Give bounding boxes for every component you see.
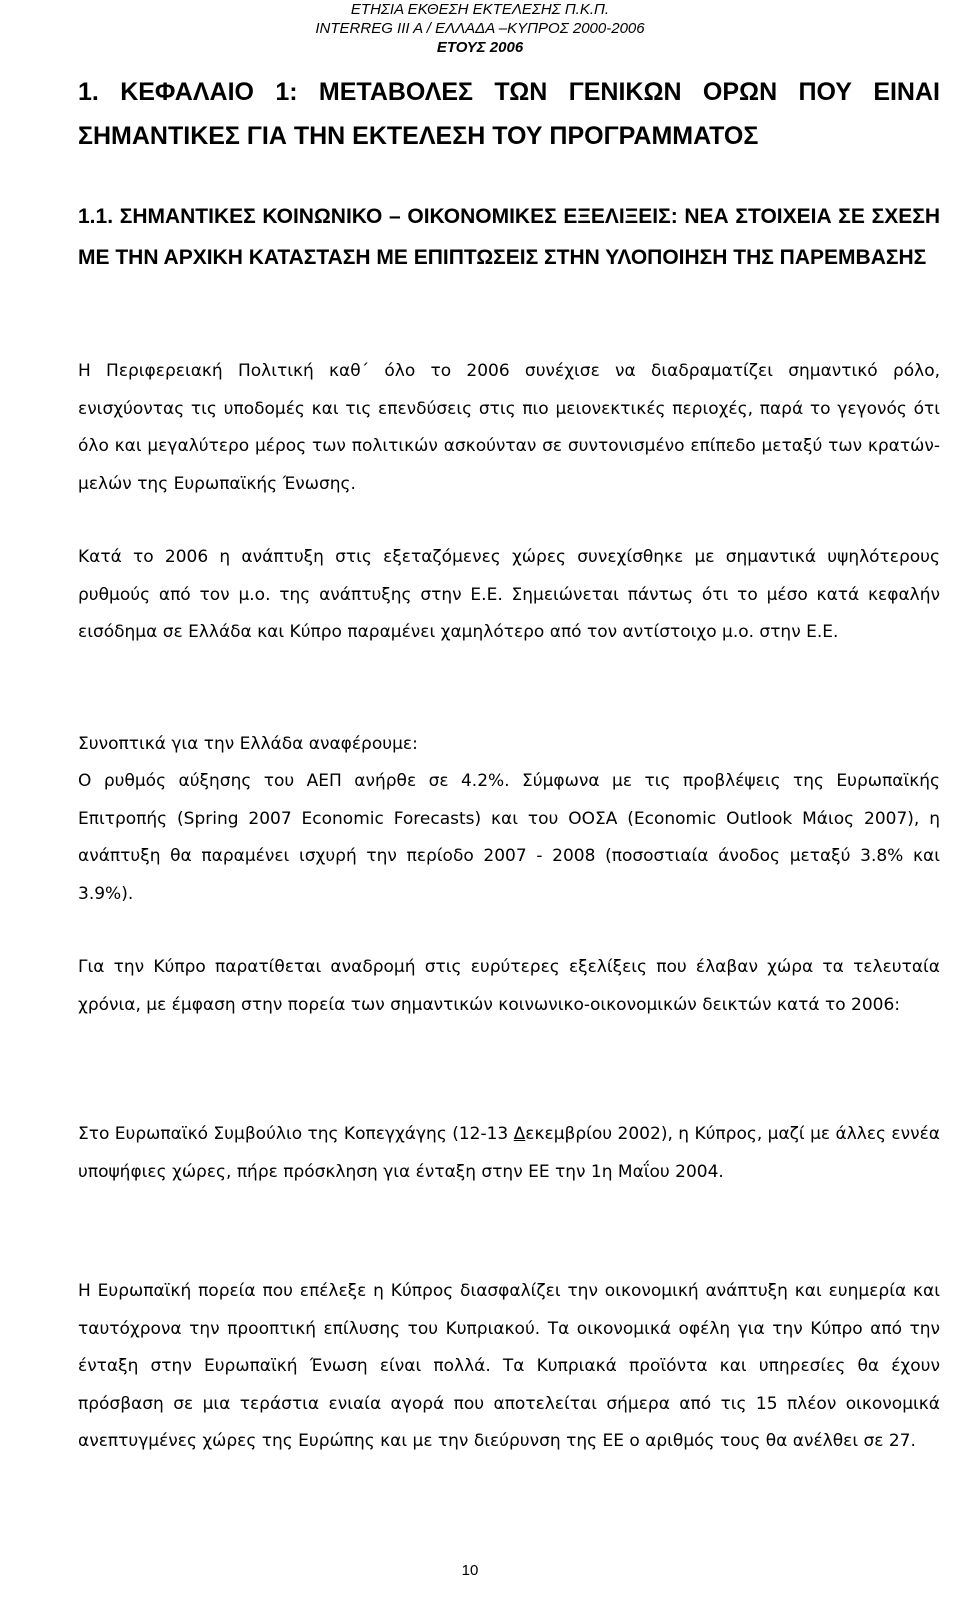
chapter-heading: 1. ΚΕΦΑΛΑΙΟ 1: ΜΕΤΑΒΟΛΕΣ ΤΩΝ ΓΕΝΙΚΩΝ ΟΡΩΝ ΠΟΥ ΕΙΝΑΙ ΣΗΜΑΝΤΙΚΕΣ ΓΙΑ ΤΗΝ ΕΚΤΕΛΕΣΗ ΤΟΥ ΠΡΟΓΡΑΜΜΑΤΟΣ <box>78 78 940 150</box>
paragraph-cyprus-intro: Για την Κύπρο παρατίθεται αναδρομή στις ευρύτερες εξελίξεις που έλαβαν χώρα τα τελευταία χρόνια, με έμφαση στην πορεία των σημαντικών κοινωνικο-οικονομικών δεικτών κατά το 2006: <box>78 957 940 1015</box>
running-header <box>0 0 960 57</box>
header-report-title: ΕΤΗΣΙΑ ΕΚΘΕΣΗ ΕΚΤΕΛΕΣΗΣ Π.Κ.Π. <box>350 1 610 18</box>
paragraph-growth-comparison: Κατά το 2006 η ανάπτυξη στις εξεταζόμενες χώρες συνεχίσθηκε με σημαντικά υψηλότερους ρυθμούς από τον μ.ο. της ανάπτυξης στην Ε.Ε. Σημειώνεται πάντως ότι το μέσο κατά κεφαλήν εισόδημα σε Ελλάδα και Κύπρο παραμένει χαμηλότερο από τον αντίστοιχο μ.ο. στην Ε.Ε. <box>78 547 940 642</box>
copenhagen-text-start: Στο Ευρωπαϊκό Συμβούλιο της Κοπεγχάγης (12-13 <box>78 1124 514 1144</box>
section-heading: 1.1. ΣΗΜΑΝΤΙΚΕΣ ΚΟΙΝΩΝΙΚΟ – ΟΙΚΟΝΟΜΙΚΕΣ ΕΞΕΛΙΞΕΙΣ: ΝΕΑ ΣΤΟΙΧΕΙΑ ΣΕ ΣΧΕΣΗ ΜΕ ΤΗΝ ΑΡΧΙΚΗ ΚΑΤΑΣΤΑΣΗ ΜΕ ΕΠΙΠΤΩΣΕΙΣ ΣΤΗΝ ΥΛΟΠΟΙΗΣΗ ΤΗΣ ΠΑΡΕΜΒΑΣΗΣ <box>78 205 940 269</box>
paragraph-regional-policy: Η Περιφερειακή Πολιτική καθ΄ όλο το 2006 συνέχισε να διαδραματίζει σημαντικό ρόλο, ενισχύοντας τις υποδομές και τις επενδύσεις στις πιο μειονεκτικές περιοχές, παρά το γεγονός ότι όλο και μεγαλύτερο μέρος των πολιτικών ασκούνταν σε συντονισμένο επίπεδο μεταξύ των κρατών-μελών της Ευρωπαϊκής Ένωσης. <box>78 361 940 494</box>
paragraph-european-course: Η Ευρωπαϊκή πορεία που επέλεξε η Κύπρος διασφαλίζει την οικονομική ανάπτυξη και ευημερία και ταυτόχρονα την προοπτική επίλυσης του Κυπριακού. Τα οικονομικά οφέλη για την Κύπρο από την ένταξη στην Ευρωπαϊκή Ένωση είναι πολλά. Τα Κυπριακά προϊόντα και υπηρεσίες θα έχουν πρόσβαση σε μια τεράστια ενιαία αγορά που αποτελείται σήμερα από τις 15 πλέον οικονομικά ανεπτυγμένες χώρες της Ευρώπης και με την διεύρυνση της ΕΕ ο αριθμός τους θα ανέλθει σε 27. <box>78 1281 940 1451</box>
paragraph-greece-intro: Συνοπτικά για την Ελλάδα αναφέρουμε: <box>78 734 418 754</box>
page-number: 10 <box>461 1562 479 1579</box>
paragraph-copenhagen-council <box>78 1116 940 1191</box>
header-year: ΕΤΟΥΣ 2006 <box>436 39 524 56</box>
paragraph-greece-gdp: Ο ρυθμός αύξησης του ΑΕΠ ανήρθε σε 4.2%. Σύμφωνα με τις προβλέψεις της Ευρωπαϊκής Επιτροπής (Spring 2007 Economic Forecasts) και του ΟΟΣΑ (Economic Outlook Μάιος 2007), η ανάπτυξη θα παραμένει ισχυρή την περίοδο 2007 - 2008 (ποσοστιαία άνοδος μεταξύ 3.8% και 3.9%). <box>78 771 940 904</box>
copenhagen-text-end: εκεμβρίου 2002), η Κύπρος, μαζί με άλλες εννέα υποψήφιες χώρες, πήρε πρόσκληση για ένταξη στην ΕΕ την 1η Μαΐου 2004. <box>78 1124 940 1182</box>
underlined-letter: Δ <box>513 1124 526 1144</box>
header-programme-name: INTERREG III A / ΕΛΛΑΔΑ –ΚΥΠΡΟΣ 2000-2006 <box>315 20 645 37</box>
